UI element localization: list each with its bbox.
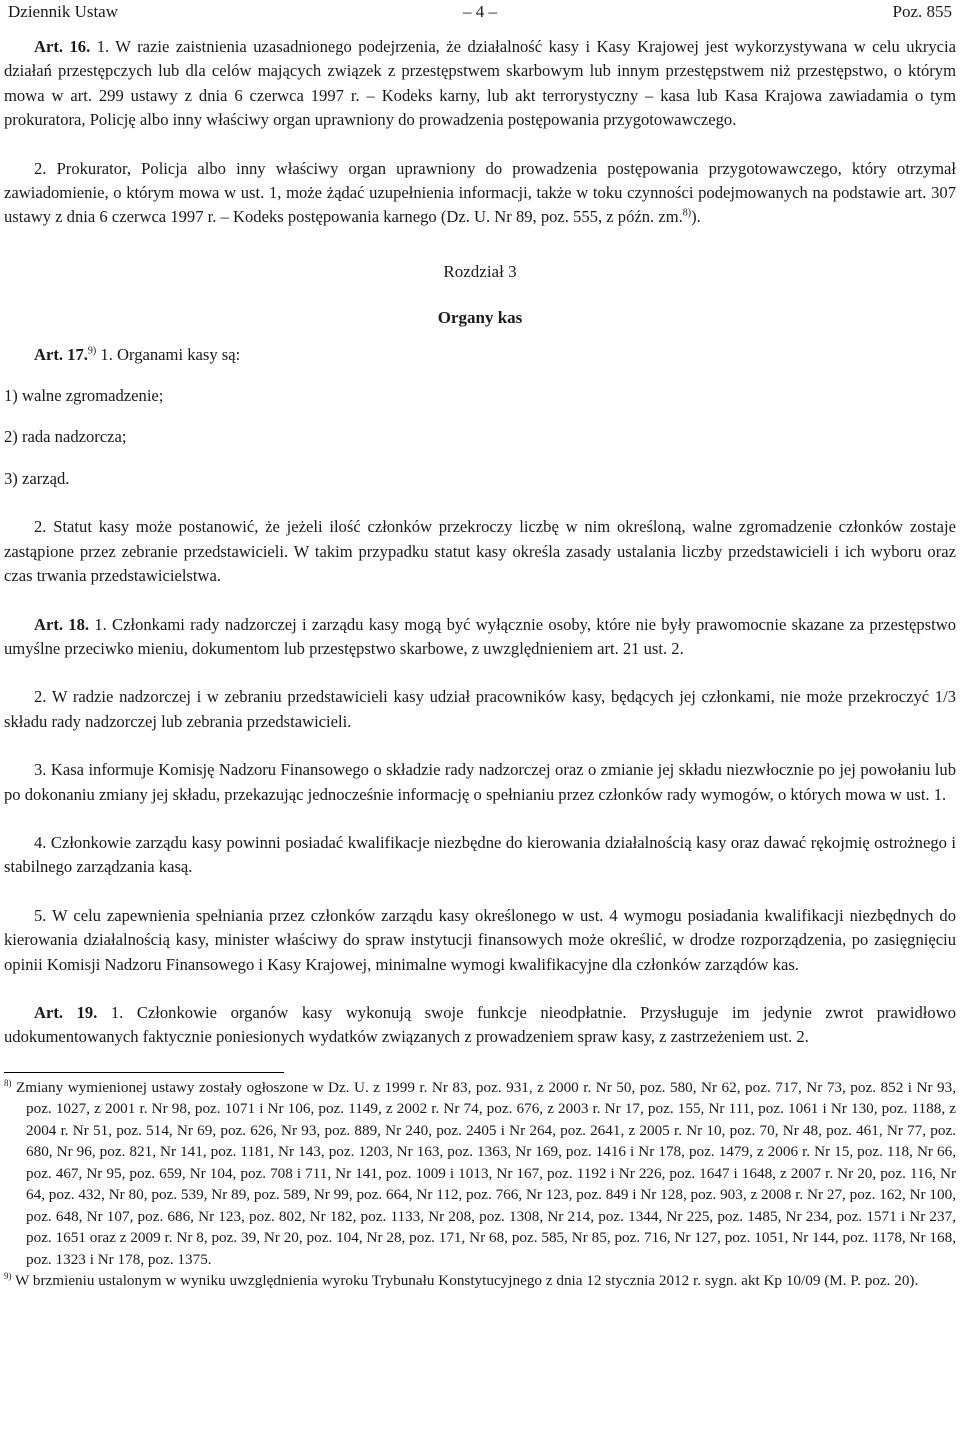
- footnote-mark: 8): [4, 1077, 12, 1088]
- art18-paragraph-3: 3. Kasa informuje Komisję Nadzoru Finansowego o składzie rady nadzorczej oraz o zmianie jej składu niezwłocznie po jej powołaniu lub po dokonaniu zmiany jej składu, przekazując jednocześnie informację o spełnianiu przez członków rady wymogów, o których mowa w ust. 1.: [4, 760, 956, 804]
- chapter-number: Rozdział 3: [443, 261, 517, 281]
- footnotes: [4, 1077, 956, 1292]
- art18-label: Art. 18.: [34, 614, 90, 634]
- page-header: [4, 0, 956, 30]
- footnote-mark: 9): [4, 1271, 12, 1282]
- footnote-text: Zmiany wymienionej ustawy zostały ogłoszone w Dz. U. z 1999 r. Nr 83, poz. 931, z 2000 r. Nr 50, poz. 580, Nr 62, poz. 717, Nr 73, poz. 852 i Nr 93, poz. 1027, z 2001 r. Nr 98, poz. 1071 i Nr 106, poz. 1149, z 2002 r. Nr 74, poz. 676, z 2003 r. Nr 17, poz. 155, Nr 111, poz. 1061 i Nr 130, poz. 1188, z 2004 r. Nr 51, poz. 514, Nr 69, poz. 626, Nr 93, poz. 889, Nr 240, poz. 2405 i Nr 264, poz. 2641, z 2005 r. Nr 10, poz. 70, Nr 48, poz. 461, Nr 77, poz. 680, Nr 96, poz. 821, Nr 141, poz. 1181, Nr 143, poz. 1203, Nr 163, poz. 1363, Nr 169, poz. 1416 i Nr 178, poz. 1479, z 2006 r. Nr 15, poz. 118, Nr 66, poz. 467, Nr 95, poz. 659, Nr 104, poz. 708 i 711, Nr 141, poz. 1009 i 1013, Nr 167, poz. 1192 i Nr 226, poz. 1647 i 1648, z 2007 r. Nr 20, poz. 116, Nr 64, poz. 432, Nr 80, poz. 539, Nr 89, poz. 589, Nr 99, poz. 664, Nr 112, poz. 766, Nr 123, poz. 849 i Nr 128, poz. 903, z 2008 r. Nr 27, poz. 162, Nr 100, poz. 648, Nr 107, poz. 686, Nr 123, poz. 802, Nr 182, poz. 1133, Nr 208, poz. 1308, Nr 214, poz. 1344, Nr 225, poz. 1485, Nr 234, poz. 1571 i Nr 237, poz. 1651 oraz z 2009 r. Nr 8, poz. 39, Nr 20, poz. 104, Nr 28, poz. 171, Nr 68, poz. 585, Nr 85, poz. 716, Nr 127, poz. 1051, Nr 144, poz. 1178, Nr 168, poz. 1323 i Nr 178, poz. 1375.: [11, 1078, 956, 1268]
- position-number: Poz. 855: [892, 2, 952, 21]
- footnote-8: [4, 1077, 956, 1271]
- footnote-text: W brzmieniu ustalonym w wyniku uwzględnienia wyroku Trybunału Konstytucyjnego z dnia 12 stycznia 2012 r. sygn. akt Kp 10/09 (M. P. poz. 20).: [11, 1272, 919, 1290]
- art19-text-1: 1. Członkowie organów kasy wykonują swoje funkcje nieodpłatnie. Przysługuje im jedynie zwrot prawidłowo udokumentowanych faktycznie poniesionych wydatków związanych z prowadzeniem spraw kasy, z zastrzeżeniem ust. 2.: [4, 1002, 956, 1047]
- art17-paragraph-2: 2. Statut kasy może postanowić, że jeżeli ilość członków przekroczy liczbę w nim określoną, walne zgromadzenie członków zostaje zastąpione przez zebranie przedstawicieli. W takim przypadku statut kasy określa zasady ustalania liczby przedstawicieli i ich wyboru oraz czas trwania przedstawicielstwa.: [4, 517, 956, 586]
- art16-text-1: 1. W razie zaistnienia uzasadnionego podejrzenia, że działalność kasy i Kasy Krajowej jest wykorzystywana w celu ukrycia działań przestępczych lub dla celów mających związek z przestępstwem skarbowym lub innym przestępstwem niż przestępstwo, o którym mowa w art. 299 ustawy z dnia 6 czerwca 1997 r. – Kodeks karny, lub akt terrorystyczny – kasa lub Kasa Krajowa zawiadamia o tym prokuratora, Policję albo inny właściwy organ uprawniony do prowadzenia postępowania przygotowawczego.: [4, 37, 956, 130]
- art18-paragraph-5: 5. W celu zapewnienia spełniania przez członków zarządu kasy określonego w ust. 4 wymogu posiadania kwalifikacji niezbędnych do kierowania działalnością kasy, minister właściwy do spraw instytucji finansowych może określić, w drodze rozporządzenia, po zasięgnięciu opinii Komisji Nadzoru Finansowego i Kasy Krajowej, minimalne wymogi kwalifikacyjne dla członków zarządów kas.: [4, 905, 956, 974]
- page-number: – 4 –: [463, 2, 497, 21]
- art17-label: Art. 17.: [34, 344, 88, 364]
- document-body: [4, 35, 956, 1050]
- art18-text-1: 1. Członkami rady nadzorczej i zarządu kasy mogą być wyłącznie osoby, które nie były prawomocnie skazane za przestępstwo umyślne przeciwko mieniu, dokumentom lub przestępstwo skarbowe, z uwzględnieniem art. 21 ust. 2.: [4, 614, 956, 658]
- chapter-title: Organy kas: [437, 308, 523, 328]
- art17-intro: 1. Organami kasy są:: [96, 344, 241, 364]
- art17-paragraph-1: [4, 343, 956, 367]
- art18-paragraph-1: [4, 613, 956, 662]
- list-item: 1) walne zgromadzenie;: [4, 386, 164, 406]
- footnote-9: [4, 1270, 956, 1292]
- list-item: 3) zarząd.: [4, 468, 70, 488]
- art18-paragraph-4: 4. Członkowie zarządu kasy powinni posiadać kwalifikacje niezbędne do kierowania działalnością kasy oraz dawać rękojmię ostrożnego i stabilnego zarządzania kasą.: [4, 832, 956, 877]
- footnote-ref-8: 8): [682, 207, 692, 219]
- art19-label: Art. 19.: [34, 1002, 98, 1022]
- footnote-ref-9: 9): [87, 345, 97, 357]
- footnote-divider: [4, 1072, 284, 1073]
- art16-paragraph-2: [4, 157, 956, 230]
- art16-paragraph-1: [4, 35, 956, 133]
- art16-label: Art. 16.: [34, 37, 91, 56]
- art18-paragraph-2: 2. W radzie nadzorczej i w zebraniu przedstawicieli kasy udział pracowników kasy, będących jej członkami, nie może przekroczyć 1/3 składu rady nadzorczej lub zebrania przedstawicieli.: [4, 687, 956, 731]
- art16-text-2: 2. Prokurator, Policja albo inny właściwy organ uprawniony do prowadzenia postępowania przygotowawczego, który otrzymał zawiadomienie, o którym mowa w ust. 1, może żądać uzupełnienia informacji, także w toku czynności podejmowanych na podstawie art. 307 ustawy z dnia 6 czerwca 1997 r. – Kodeks postępowania karnego (Dz. U. Nr 89, poz. 555, z późn. zm.: [4, 158, 956, 227]
- list-item: 2) rada nadzorcza;: [4, 427, 127, 447]
- art19-paragraph-1: [4, 1001, 956, 1050]
- journal-name: Dziennik Ustaw: [8, 2, 119, 21]
- art16-text-2-end: ).: [691, 207, 701, 227]
